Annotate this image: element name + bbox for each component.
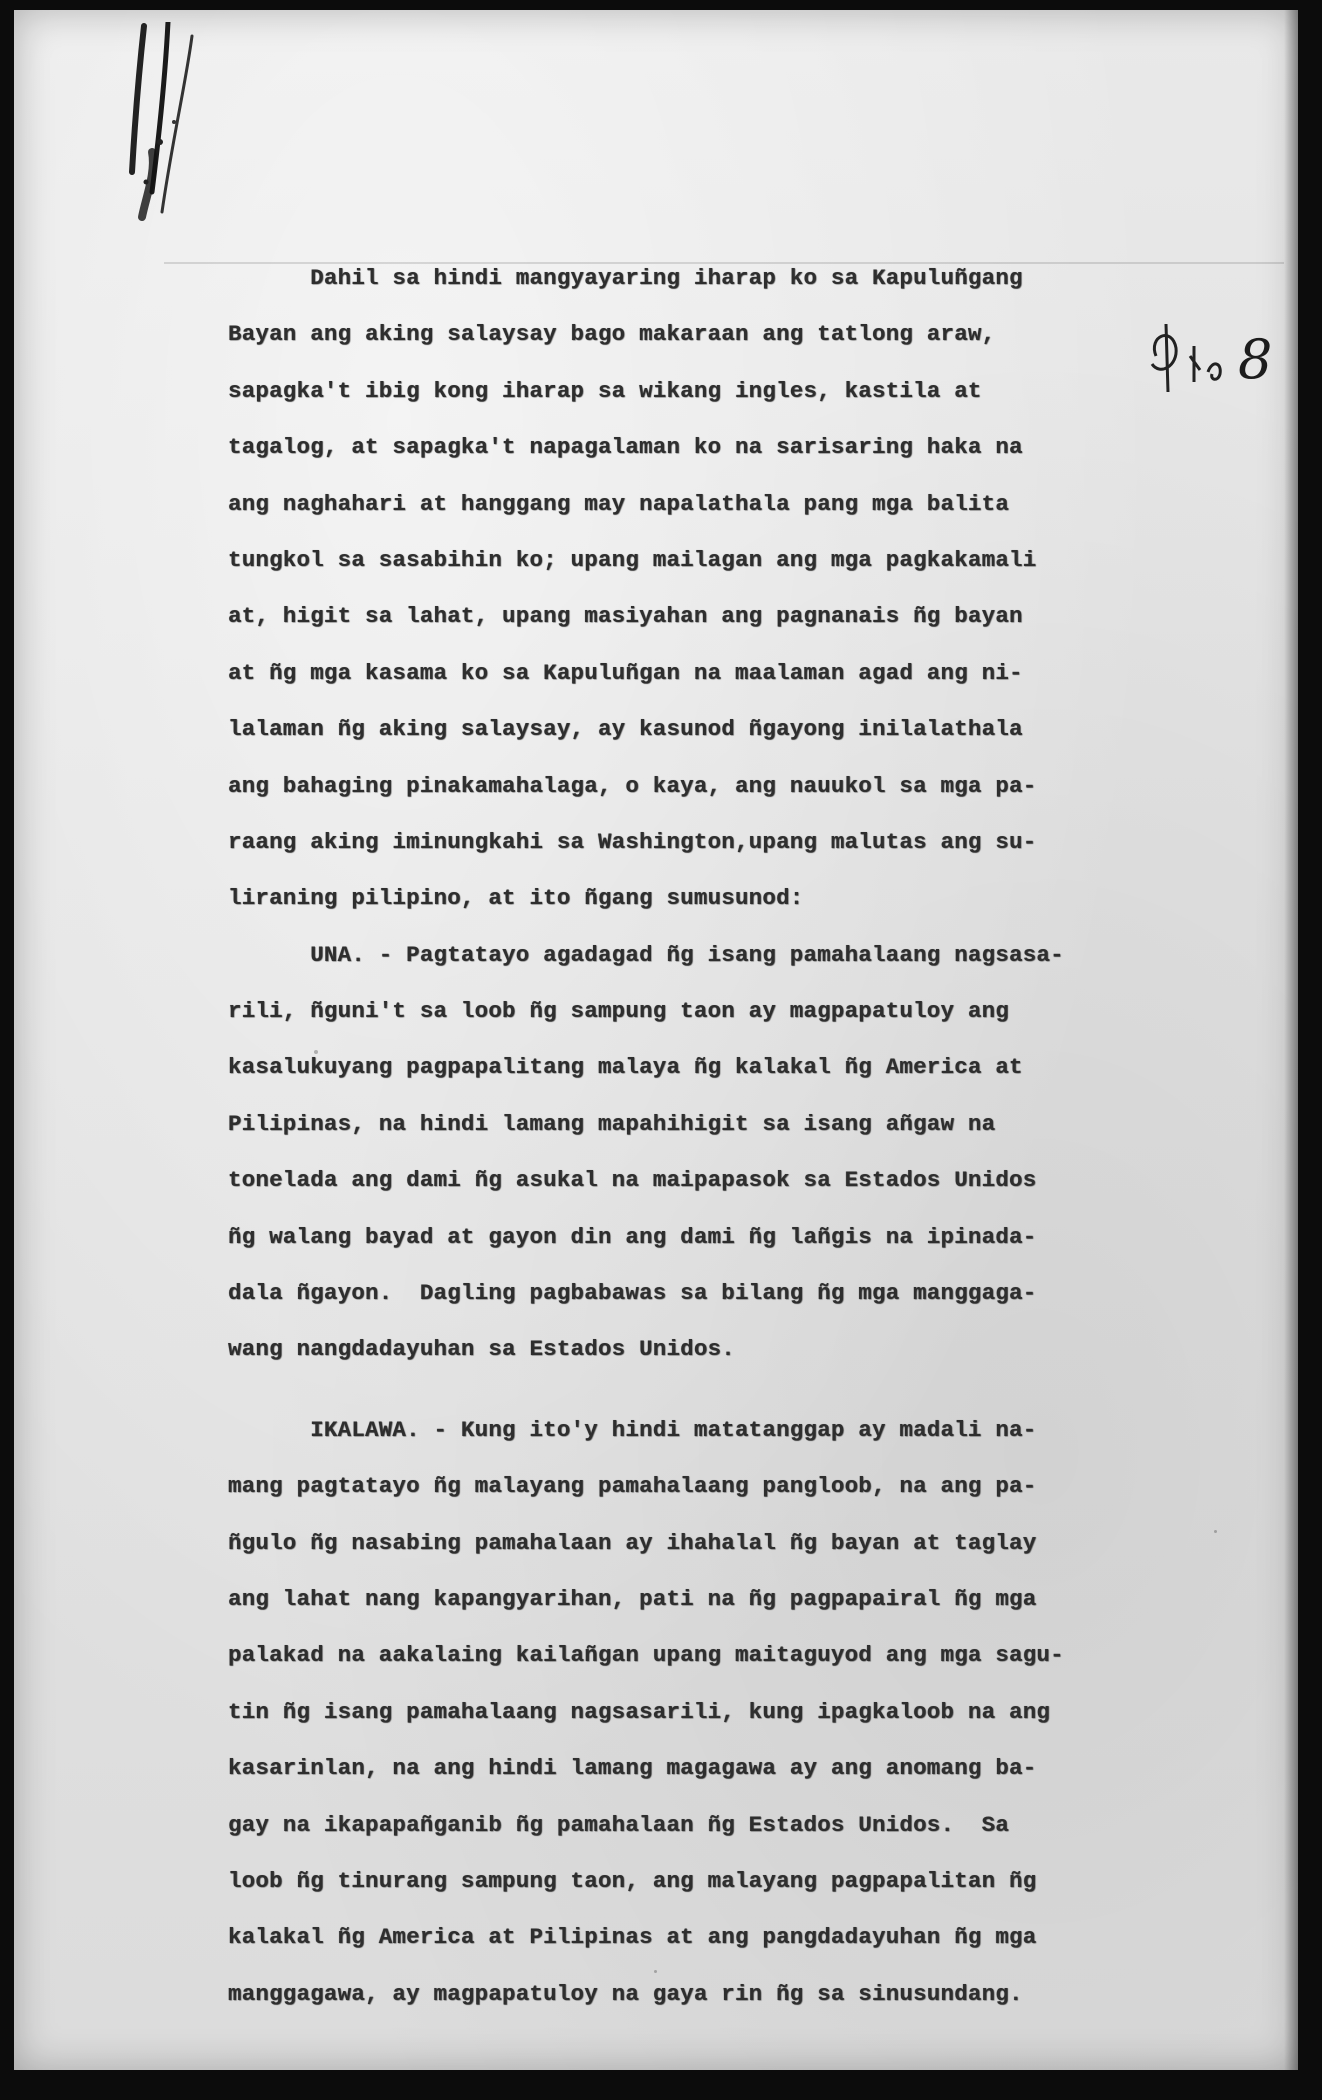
text-line: dala ñgayon. Dagling pagbabawas sa bilang ñg mga manggaga- bbox=[228, 1280, 1037, 1307]
paragraph-gap bbox=[228, 1378, 1178, 1402]
text-line: ñg walang bayad at gayon din ang dami ñg lañgis na ipinada- bbox=[228, 1223, 1037, 1250]
text-line: ang naghahari at hanggang may napalathala pang mga balita bbox=[228, 490, 1010, 517]
text-line: tonelada ang dami ñg asukal na maipapasok sa Estados Unidos bbox=[228, 1167, 1037, 1194]
text-line: lalaman ñg aking salaysay, ay kasunod ñgayong inilalathala bbox=[228, 716, 1023, 743]
paper-speck bbox=[654, 1970, 657, 1973]
text-line: Pilipinas, na hindi lamang mapahihigit sa isang añgaw na bbox=[228, 1110, 996, 1137]
text-line: Bayan ang aking salaysay bago makaraan ang tatlong araw, bbox=[228, 321, 996, 348]
document-page bbox=[14, 10, 1298, 2070]
text-line: kasalukuyang pagpapalitang malaya ñg kalakal ñg America at bbox=[228, 1054, 1023, 1081]
text-line: wang nangdadayuhan sa Estados Unidos. bbox=[228, 1336, 735, 1363]
text-line: ang lahat nang kapangyarihan, pati na ñg pagpapairal ñg mga bbox=[228, 1585, 1037, 1612]
handwritten-mark bbox=[122, 22, 252, 232]
document-text bbox=[228, 250, 1178, 2022]
text-line: gay na ikapapañganib ñg pamahalaan ñg Estados Unidos. Sa bbox=[228, 1811, 1010, 1838]
text-line: rili, ñguni't sa loob ñg sampung taon ay magpapatuloy ang bbox=[228, 998, 1010, 1025]
text-line: at ñg mga kasama ko sa Kapuluñgan na maalaman agad ang ni- bbox=[228, 659, 1023, 686]
text-line: mang pagtatayo ñg malayang pamahalaang pangloob, na ang pa- bbox=[228, 1473, 1037, 1500]
text-line: liraning pilipino, at ito ñgang sumusunod: bbox=[228, 885, 804, 912]
text-line: sapagka't ibig kong iharap sa wikang ingles, kastila at bbox=[228, 377, 982, 404]
text-line: kasarinlan, na ang hindi lamang magagawa ay ang anomang ba- bbox=[228, 1755, 1037, 1782]
text-line: ang bahaging pinakamahalaga, o kaya, ang nauukol sa mga pa- bbox=[228, 772, 1037, 799]
text-line: manggagawa, ay magpapatuloy na gaya rin ñg sa sinusundang. bbox=[228, 1980, 1023, 2007]
paper-speck bbox=[314, 1050, 318, 1054]
text-line: loob ñg tinurang sampung taon, ang malayang pagpapalitan ñg bbox=[228, 1867, 1037, 1894]
text-line: kalakal ñg America at Pilipinas at ang pangdadayuhan ñg mga bbox=[228, 1924, 1037, 1951]
text-line: UNA. - Pagtatayo agadagad ñg isang pamahalaang nagsasa- bbox=[228, 941, 1064, 968]
text-line: at, higit sa lahat, upang masiyahan ang pagnanais ñg bayan bbox=[228, 603, 1023, 630]
page-number-text: 8 bbox=[1238, 328, 1273, 391]
text-line: palakad na aakalaing kailañgan upang maitaguyod ang mga sagu- bbox=[228, 1642, 1064, 1669]
text-line: IKALAWA. - Kung ito'y hindi matatanggap ay madali na- bbox=[228, 1416, 1037, 1443]
text-line: tin ñg isang pamahalaang nagsasarili, kung ipagkaloob na ang bbox=[228, 1698, 1051, 1725]
text-line: tungkol sa sasabihin ko; upang mailagan ang mga pagkakamali bbox=[228, 546, 1037, 573]
paragraph-ikalawa bbox=[228, 1402, 1178, 2022]
text-line: raang aking iminungkahi sa Washington,upang malutas ang su- bbox=[228, 828, 1037, 855]
text-line: ñgulo ñg nasabing pamahalaan ay ihahalal ñg bayan at taglay bbox=[228, 1529, 1037, 1556]
text-line: tagalog, at sapagka't napagalaman ko na sarisaring haka na bbox=[228, 434, 1023, 461]
paragraph-intro bbox=[228, 250, 1178, 927]
paragraph-una bbox=[228, 927, 1178, 1378]
paper-speck bbox=[1214, 1530, 1217, 1533]
text-line: Dahil sa hindi mangyayaring iharap ko sa Kapuluñgang bbox=[228, 265, 1023, 291]
